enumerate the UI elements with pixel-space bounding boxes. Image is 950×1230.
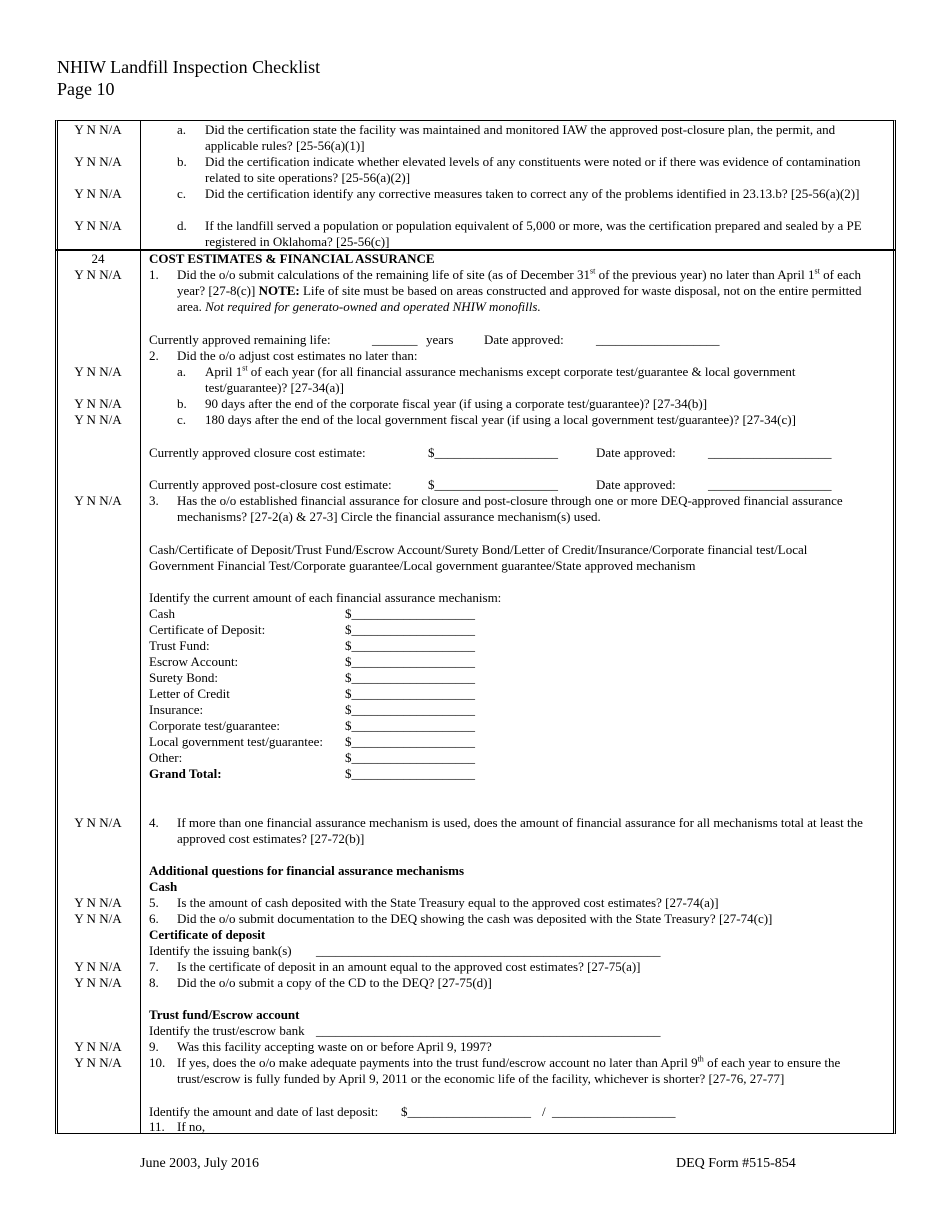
yn-q1[interactable]: Y N N/A [74, 267, 122, 282]
page-number: Page 10 [57, 79, 115, 99]
date-approved-field[interactable]: ___________________ [708, 477, 832, 492]
amount-field[interactable]: $___________________ [345, 638, 475, 653]
issuing-bank-label: Identify the issuing bank(s) [149, 943, 292, 958]
yn-q4[interactable]: Y N N/A [74, 815, 122, 830]
yn-q2b[interactable]: Y N N/A [74, 396, 122, 411]
closure-cost-field[interactable]: $___________________ [428, 445, 558, 460]
trust-bank-label: Identify the trust/escrow bank [149, 1023, 305, 1038]
date-approved-field[interactable]: ___________________ [596, 332, 720, 347]
amount-label: Cash [149, 606, 175, 621]
amount-field[interactable]: $___________________ [345, 718, 475, 733]
question-8: Did the o/o submit a copy of the CD to the DEQ? [27-75(d)] [177, 975, 492, 990]
date-approved-label: Date approved: [484, 332, 564, 347]
item-letter: d. [177, 218, 187, 233]
mechanism-list[interactable]: Cash/Certificate of Deposit/Trust Fund/Escrow Account/Surety Bond/Letter of Credit/Insurance/Corporate financial test/Local Government Financial Test/Corporate guarantee/Local government guarantee/State approved mechanism [149, 542, 808, 573]
remaining-life-unit: years [426, 332, 454, 347]
grand-total-field[interactable]: $___________________ [345, 766, 475, 781]
yn-q2a[interactable]: Y N N/A [74, 364, 122, 379]
yn-23d[interactable]: Y N N/A [74, 218, 122, 233]
question-number: 4. [149, 815, 159, 830]
question-number: 11. [149, 1119, 165, 1134]
document-header [57, 56, 320, 100]
yn-23a[interactable]: Y N N/A [74, 122, 122, 137]
amount-label: Certificate of Deposit: [149, 622, 266, 637]
amount-label: Local government test/guarantee: [149, 734, 323, 749]
column-divider [140, 120, 141, 1134]
question-number: 5. [149, 895, 159, 910]
question-23d: If the landfill served a population or population equivalent of 5,000 or more, was the certification prepared and sealed by a PE registered in Oklahoma? [25-56(c)] [205, 218, 862, 249]
question-number: 6. [149, 911, 159, 926]
amount-label: Letter of Credit [149, 686, 230, 701]
identify-amounts-label: Identify the current amount of each financial assurance mechanism: [149, 590, 502, 605]
last-deposit-label: Identify the amount and date of last deposit: [149, 1104, 379, 1119]
cash-heading: Cash [149, 879, 178, 894]
question-9: Was this facility accepting waste on or before April 9, 1997? [177, 1039, 492, 1054]
footer-date: June 2003, July 2016 [140, 1156, 259, 1171]
amount-label: Insurance: [149, 702, 204, 717]
amount-field[interactable]: $___________________ [345, 606, 475, 621]
question-5: Is the amount of cash deposited with the State Treasury equal to the approved cost estimates? [27-74(a)] [177, 895, 719, 910]
trust-bank-field[interactable]: _____________________________________________________ [316, 1023, 661, 1038]
question-number: 10. [149, 1055, 166, 1070]
question-number: 1. [149, 267, 159, 282]
document-title: NHIW Landfill Inspection Checklist [57, 57, 321, 77]
date-approved-label: Date approved: [596, 477, 676, 492]
footer-form-number: DEQ Form #515-854 [676, 1156, 796, 1171]
yn-q6[interactable]: Y N N/A [74, 911, 122, 926]
question-23a: Did the certification state the facility was maintained and monitored IAW the approved post-closure plan, the permit, and applicable rules? [25-56(a)(1)] [205, 122, 836, 153]
item-letter: c. [177, 186, 187, 201]
question-2c: 180 days after the end of the local government fiscal year (if using a local government test/guarantee)? [27-34(c)] [205, 412, 796, 427]
date-approved-field[interactable]: ___________________ [708, 445, 832, 460]
amount-field[interactable]: $___________________ [345, 670, 475, 685]
amount-field[interactable]: $___________________ [345, 654, 475, 669]
yn-q3[interactable]: Y N N/A [74, 493, 122, 508]
question-6: Did the o/o submit documentation to the DEQ showing the cash was deposited with the State Treasury? [27-74(c)] [177, 911, 773, 926]
item-letter: a. [177, 364, 187, 379]
yn-q9[interactable]: Y N N/A [74, 1039, 122, 1054]
question-1: Did the o/o submit calculations of the remaining life of site (as of December 31st of the previous year) no later than April 1st of each year? [27-8(c)] NOTE: Life of site must be based on areas constructed and approved for waste disposal, not on the entire permitted area. Not required for generato-owned and operated NHIW monofills. [177, 266, 862, 314]
item-letter: c. [177, 412, 187, 427]
remaining-life-field[interactable]: _______ [372, 332, 418, 347]
question-number: 7. [149, 959, 159, 974]
yn-q10[interactable]: Y N N/A [74, 1055, 122, 1070]
amount-label: Corporate test/guarantee: [149, 718, 281, 733]
amount-field[interactable]: $___________________ [345, 702, 475, 717]
question-3: Has the o/o established financial assurance for closure and post-closure through one or more DEQ-approved financial assurance mechanisms? [27-2(a) & 27-3] Circle the financial assurance mechanism(s) used. [177, 493, 843, 524]
item-letter: b. [177, 154, 187, 169]
amount-label: Surety Bond: [149, 670, 218, 685]
question-23b: Did the certification indicate whether elevated levels of any constituents were noted or if there was evidence of contamination related to site operations? [25-56(a)(2)] [205, 154, 861, 185]
additional-heading: Additional questions for financial assurance mechanisms [149, 863, 465, 878]
postclosure-cost-field[interactable]: $___________________ [428, 477, 558, 492]
last-deposit-separator: / [542, 1104, 546, 1119]
item-letter: b. [177, 396, 187, 411]
amount-field[interactable]: $___________________ [345, 686, 475, 701]
question-number: 3. [149, 493, 159, 508]
question-2: Did the o/o adjust cost estimates no later than: [177, 348, 418, 363]
amount-field[interactable]: $___________________ [345, 622, 475, 637]
last-deposit-amount-field[interactable]: $___________________ [401, 1104, 531, 1119]
section-number: 24 [91, 251, 105, 266]
question-10: If yes, does the o/o make adequate payments into the trust fund/escrow account no later than April 9th of each year to ensure the trust/escrow is fully funded by April 9, 2011 or the economic life of the facility, whichever is shorter? [27-76, 27-77] [177, 1054, 841, 1086]
yn-23c[interactable]: Y N N/A [74, 186, 122, 201]
question-23c: Did the certification identify any corrective measures taken to correct any of the problems identified in 23.13.b? [25-56(a)(2)] [205, 186, 860, 201]
amount-label: Trust Fund: [149, 638, 210, 653]
grand-total-label: Grand Total: [149, 766, 222, 781]
yn-23b[interactable]: Y N N/A [74, 154, 122, 169]
remaining-life-label: Currently approved remaining life: [149, 332, 331, 347]
amount-field[interactable]: $___________________ [345, 750, 475, 765]
item-letter: a. [177, 122, 187, 137]
issuing-bank-field[interactable]: _____________________________________________________ [316, 943, 661, 958]
last-deposit-date-field[interactable]: ___________________ [552, 1104, 676, 1119]
question-2a: April 1st of each year (for all financial assurance mechanisms except corporate test/guarantee & local government test/guarantee)? [27-34(a)] [205, 363, 796, 395]
postclosure-cost-label: Currently approved post-closure cost estimate: [149, 477, 392, 492]
question-number: 9. [149, 1039, 159, 1054]
question-number: 8. [149, 975, 159, 990]
question-4: If more than one financial assurance mechanism is used, does the amount of financial assurance for all mechanisms total at least the approved cost estimates? [27-72(b)] [177, 815, 863, 846]
amount-field[interactable]: $___________________ [345, 734, 475, 749]
yn-q5[interactable]: Y N N/A [74, 895, 122, 910]
amount-label: Escrow Account: [149, 654, 239, 669]
yn-q2c[interactable]: Y N N/A [74, 412, 122, 427]
question-number: 2. [149, 348, 159, 363]
closure-cost-label: Currently approved closure cost estimate: [149, 445, 366, 460]
cd-heading: Certificate of deposit [149, 927, 266, 942]
section-title: COST ESTIMATES & FINANCIAL ASSURANCE [149, 251, 435, 266]
yn-q8[interactable]: Y N N/A [74, 975, 122, 990]
date-approved-label: Date approved: [596, 445, 676, 460]
question-7: Is the certificate of deposit in an amount equal to the approved cost estimates? [27-75(a)] [177, 959, 641, 974]
amount-label: Other: [149, 750, 183, 765]
question-11: If no, [177, 1119, 206, 1134]
question-2b: 90 days after the end of the corporate fiscal year (if using a corporate test/guarantee)? [27-34(b)] [205, 396, 708, 411]
trust-heading: Trust fund/Escrow account [149, 1007, 300, 1022]
yn-q7[interactable]: Y N N/A [74, 959, 122, 974]
